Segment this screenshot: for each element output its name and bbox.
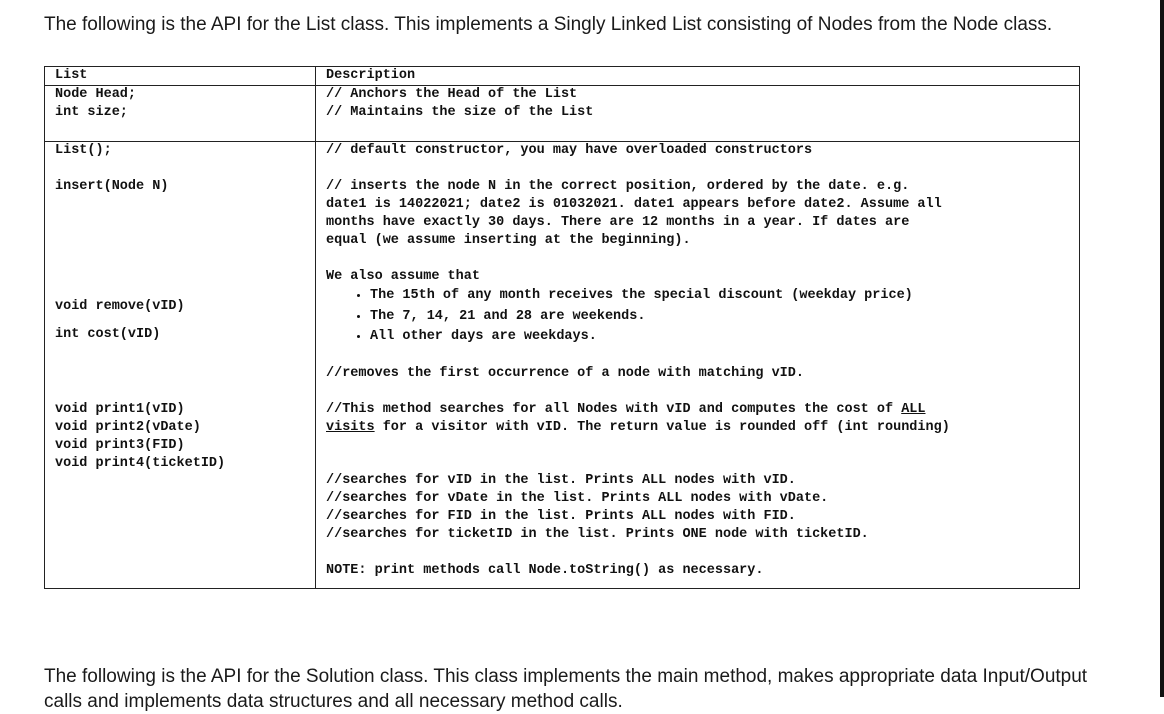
- cost-desc-text: //This method searches for all Nodes with vID and computes the cost of: [326, 401, 902, 417]
- print-note: NOTE: print methods call Node.toString() as necessary.: [326, 562, 764, 578]
- print1-desc: //searches for vID in the list. Prints ALL nodes with vID.: [326, 472, 796, 488]
- field-head: Node Head;: [55, 87, 137, 102]
- methods-row: [45, 142, 1080, 589]
- assumption-list: [326, 286, 1079, 348]
- cost-desc-emphasis: visits: [326, 419, 375, 435]
- insert-desc-line-4: equal (we assume inserting at the beginning).: [326, 233, 691, 248]
- insert-desc-line-2: date1 is 14022021; date2 is 01032021. date1 appears before date2. Assume all: [326, 197, 942, 212]
- method-print4: void print4(ticketID): [55, 456, 226, 471]
- remove-desc: //removes the first occurrence of a node with matching vID.: [326, 365, 804, 381]
- assumption-item: • The 15th of any month receives the special discount (weekday price): [370, 286, 1079, 307]
- header-list: [45, 67, 316, 86]
- fields-row: [45, 86, 1080, 142]
- field-size-desc: // Maintains the size of the List: [326, 105, 594, 120]
- header-description-label: Description: [326, 68, 416, 83]
- outro-paragraph: The following is the API for the Solution class. This class implements the main method, makes appropriate data Input/Output calls and implements data structures and all necessary method calls.: [44, 666, 1088, 712]
- header-list-label: List: [55, 68, 88, 83]
- page-edge-divider: [1160, 0, 1164, 697]
- assumption-item: • All other days are weekdays.: [370, 327, 1079, 348]
- method-print2: void print2(vDate): [55, 420, 201, 435]
- methods-cell: [45, 142, 316, 589]
- intro-paragraph: The following is the API for the List class. This implements a Singly Linked List consisting of Nodes from the Node class.: [44, 14, 1053, 35]
- header-description: [316, 67, 1080, 86]
- method-print1: void print1(vID): [55, 402, 185, 417]
- field-head-desc: // Anchors the Head of the List: [326, 87, 578, 102]
- assumption-item: • The 7, 14, 21 and 28 are weekends.: [370, 307, 1079, 328]
- assume-intro: We also assume that: [326, 269, 480, 284]
- print3-desc: //searches for FID in the list. Prints ALL nodes with FID.: [326, 508, 796, 524]
- method-print3: void print3(FID): [55, 438, 185, 453]
- method-insert: insert(Node N): [55, 179, 169, 194]
- insert-desc-line-1: // inserts the node N in the correct position, ordered by the date. e.g.: [326, 179, 910, 194]
- constructor-desc: // default constructor, you may have overloaded constructors: [326, 143, 813, 158]
- field-size: int size;: [55, 105, 128, 120]
- print4-desc: //searches for ticketID in the list. Prints ONE node with ticketID.: [326, 526, 869, 542]
- fields-cell: [45, 86, 316, 142]
- fields-desc-cell: [316, 86, 1080, 142]
- cost-desc-text: for a visitor with vID. The return value is rounded off (int rounding): [374, 419, 950, 435]
- insert-desc-line-3: months have exactly 30 days. There are 12 months in a year. If dates are: [326, 215, 910, 230]
- cost-desc-line-1: [326, 401, 1079, 419]
- print2-desc: //searches for vDate in the list. Prints ALL nodes with vDate.: [326, 490, 829, 506]
- method-constructor: List();: [55, 143, 112, 158]
- table-header-row: [45, 67, 1080, 86]
- method-remove: void remove(vID): [55, 299, 185, 314]
- methods-desc-cell: [316, 142, 1080, 589]
- cost-desc-emphasis: ALL: [901, 401, 926, 417]
- cost-desc-line-2: [326, 419, 1079, 437]
- list-api-table: [44, 66, 1080, 589]
- method-cost: int cost(vID): [55, 327, 161, 342]
